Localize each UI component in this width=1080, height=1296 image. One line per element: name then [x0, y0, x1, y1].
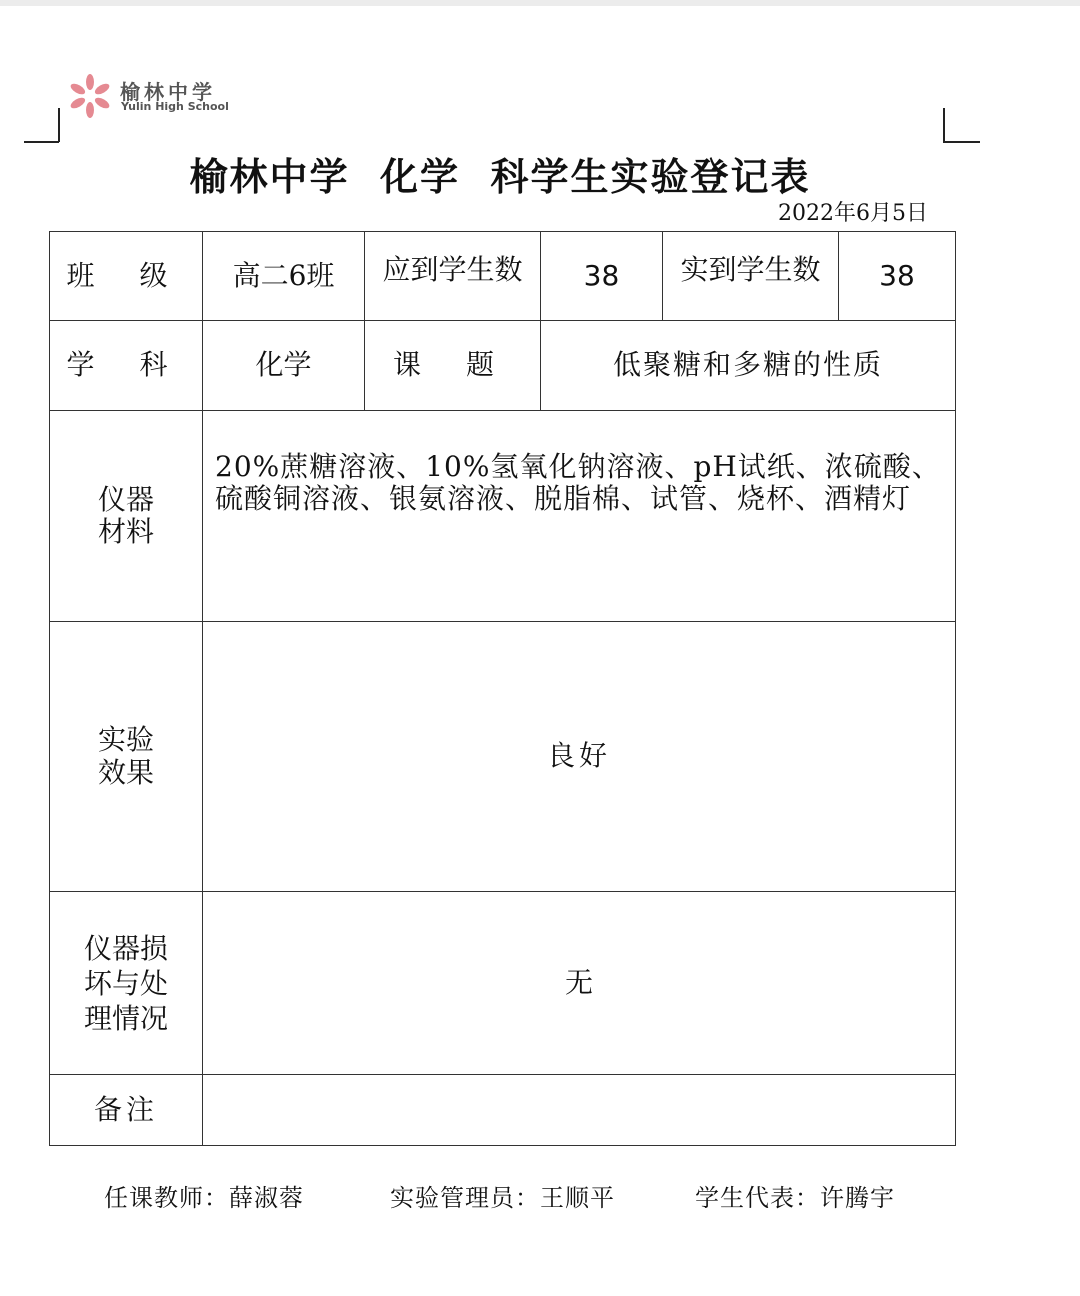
logo-english-name: Yulin High School — [121, 100, 229, 113]
effect-value: 良好 — [203, 622, 956, 892]
form-date: 2022年6月5日 — [778, 201, 928, 226]
materials-label-line: 仪器 — [97, 482, 154, 516]
materials-value: 20%蔗糖溶液、10%氢氧化钠溶液、pH试纸、浓硫酸、硫酸铜溶液、银氨溶液、脱脂棉、试管、烧杯、酒精灯 — [203, 411, 956, 622]
expected-students-label: 应到学生数 — [365, 232, 541, 321]
flower-logo-icon — [68, 74, 112, 118]
effect-label — [50, 622, 203, 892]
damage-label-line: 坏与处 — [83, 966, 168, 1000]
teacher-signature: 任课教师：薛淑蓉 — [104, 1184, 304, 1212]
class-value: 高二6班 — [203, 232, 365, 321]
damage-label-line: 理情况 — [83, 1001, 168, 1035]
manager-signature: 实验管理员：王顺平 — [390, 1184, 615, 1212]
table-row — [50, 411, 956, 622]
form-title: 榆林中学 化学 科学生实验登记表 — [189, 154, 811, 199]
student-rep-signature: 学生代表：许腾宇 — [695, 1184, 895, 1212]
subject-label: 学 科 — [50, 321, 203, 411]
table-row — [50, 232, 956, 321]
crop-mark-left-vertical — [58, 108, 60, 142]
actual-students-value: 38 — [839, 232, 956, 321]
table-row — [50, 622, 956, 892]
materials-label-line: 材料 — [97, 515, 154, 548]
expected-students-value: 38 — [541, 232, 663, 321]
damage-label — [50, 892, 203, 1075]
damage-label-line: 仪器损 — [83, 931, 168, 965]
logo-chinese-name: 榆林中学 — [120, 80, 216, 104]
school-logo — [68, 74, 238, 118]
class-label: 班 级 — [50, 232, 203, 321]
remarks-value — [203, 1075, 956, 1146]
crop-mark-right-vertical — [943, 108, 945, 142]
materials-label — [50, 411, 203, 622]
damage-value: 无 — [203, 892, 956, 1075]
subject-value: 化学 — [203, 321, 365, 411]
actual-students-label: 实到学生数 — [663, 232, 839, 321]
effect-label-line: 实验 — [97, 723, 154, 757]
crop-mark-right-horizontal — [943, 141, 980, 143]
effect-label-line: 效果 — [97, 755, 154, 789]
crop-mark-left-horizontal — [24, 141, 59, 143]
table-row — [50, 321, 956, 411]
table-row — [50, 1075, 956, 1146]
registration-table — [49, 231, 956, 1146]
table-row — [50, 892, 956, 1075]
remarks-label: 备注 — [50, 1075, 203, 1146]
topic-label: 课 题 — [365, 321, 541, 411]
topic-value: 低聚糖和多糖的性质 — [541, 321, 956, 411]
